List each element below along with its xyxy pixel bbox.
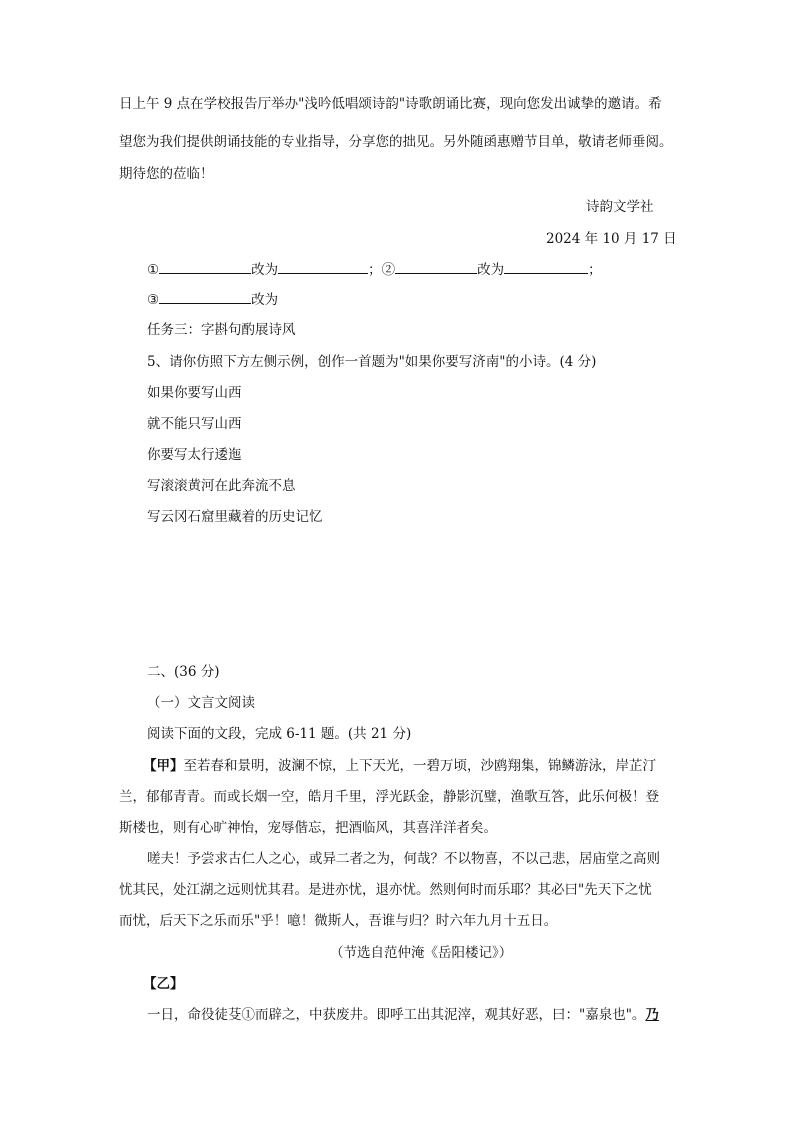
invite-date: 2024 年 10 月 17 日 — [546, 231, 677, 247]
invite-line-2: 望您为我们提供朗诵技能的专业指导，分享您的拙见。另外随函惠赠节目单，敬请老师垂阅。 — [119, 134, 673, 150]
marker-2: ；② — [368, 262, 396, 278]
blank-3a[interactable] — [159, 289, 251, 304]
invite-line-1: 日上午 9 点在学校报告厅举办"浅吟低唱颂诗韵"诗歌朗诵比赛，现向您发出诚挚的邀请。希 — [119, 96, 662, 112]
passage-jia-line-6: 而忧，后天下之乐而乐"乎！噫！微斯人，吾谁与归？时六年九月十五日。 — [119, 913, 558, 929]
passage-jia-line-3: 斯楼也，则有心旷神怡，宠辱偕忘，把酒临风，其喜洋洋者矣。 — [119, 820, 497, 836]
passage-jia-line-4: 嗟夫！予尝求古仁人之心，或异二者之为，何哉？不以物喜，不以己悲，居庙堂之高则 — [147, 851, 660, 867]
gai-label-1: 改为 — [251, 262, 279, 278]
jia-label: 【甲】 — [143, 758, 184, 774]
invite-line-3: 期待您的莅临！ — [119, 166, 214, 182]
invite-signature: 诗韵文学社 — [586, 199, 654, 215]
blank-2a[interactable] — [395, 259, 477, 274]
corrections-row-2 — [147, 289, 278, 310]
source-citation: （节选自范仲淹《岳阳楼记》） — [330, 945, 513, 961]
poem-line-1: 如果你要写山西 — [147, 385, 242, 401]
corrections-row-1 — [147, 259, 602, 280]
poem-line-3: 你要写太行逶迤 — [147, 447, 242, 463]
poem-line-2: 就不能只写山西 — [147, 416, 242, 432]
reading-instruction: 阅读下面的文段，完成 6-11 题。(共 21 分) — [147, 726, 412, 742]
blank-2b[interactable] — [504, 259, 588, 274]
yi-text-1: 一日，命役徒芟①而辟之，中获废井。即呼工出其泥滓，观其好恶，曰："嘉泉也"。 — [147, 1007, 646, 1023]
passage-jia-line-5: 忧其民，处江湖之远则忧其君。是进亦忧，退亦忧。然则何时而乐耶？其必曰"先天下之忧 — [119, 882, 652, 898]
passage-yi-line-1 — [147, 1005, 659, 1025]
marker-1: ① — [147, 262, 160, 278]
section-2-heading: 二、(36 分) — [147, 664, 220, 680]
gai-label-3: 改为 — [251, 292, 279, 308]
subsection-heading: （一）文言文阅读 — [147, 695, 255, 711]
jia-text-1: 至若春和景明，波澜不惊，上下天光，一碧万顷，沙鸥翔集，锦鳞游泳，岸芷汀 — [183, 758, 656, 774]
blank-1a[interactable] — [159, 259, 251, 274]
yi-text-underlined: 乃 — [645, 1007, 659, 1023]
yi-label: 【乙】 — [143, 976, 184, 992]
poem-line-4: 写滚滚黄河在此奔流不息 — [147, 478, 296, 494]
poem-line-5: 写云冈石窟里藏着的历史记忆 — [147, 509, 323, 525]
blank-1b[interactable] — [278, 259, 368, 274]
passage-jia-line-2: 兰，郁郁青青。而或长烟一空，皓月千里，浮光跃金，静影沉璧，渔歌互答，此乐何极！登 — [119, 789, 659, 805]
marker-3: ③ — [147, 292, 160, 308]
passage-jia-line-1 — [143, 756, 656, 776]
row-end: ； — [588, 262, 602, 278]
gai-label-2: 改为 — [477, 262, 505, 278]
question-5: 5、请你仿照下方左侧示例，创作一首题为"如果你要写济南"的小诗。(4 分) — [147, 354, 597, 370]
task3-heading: 任务三：字斟句酌展诗风 — [147, 322, 296, 338]
